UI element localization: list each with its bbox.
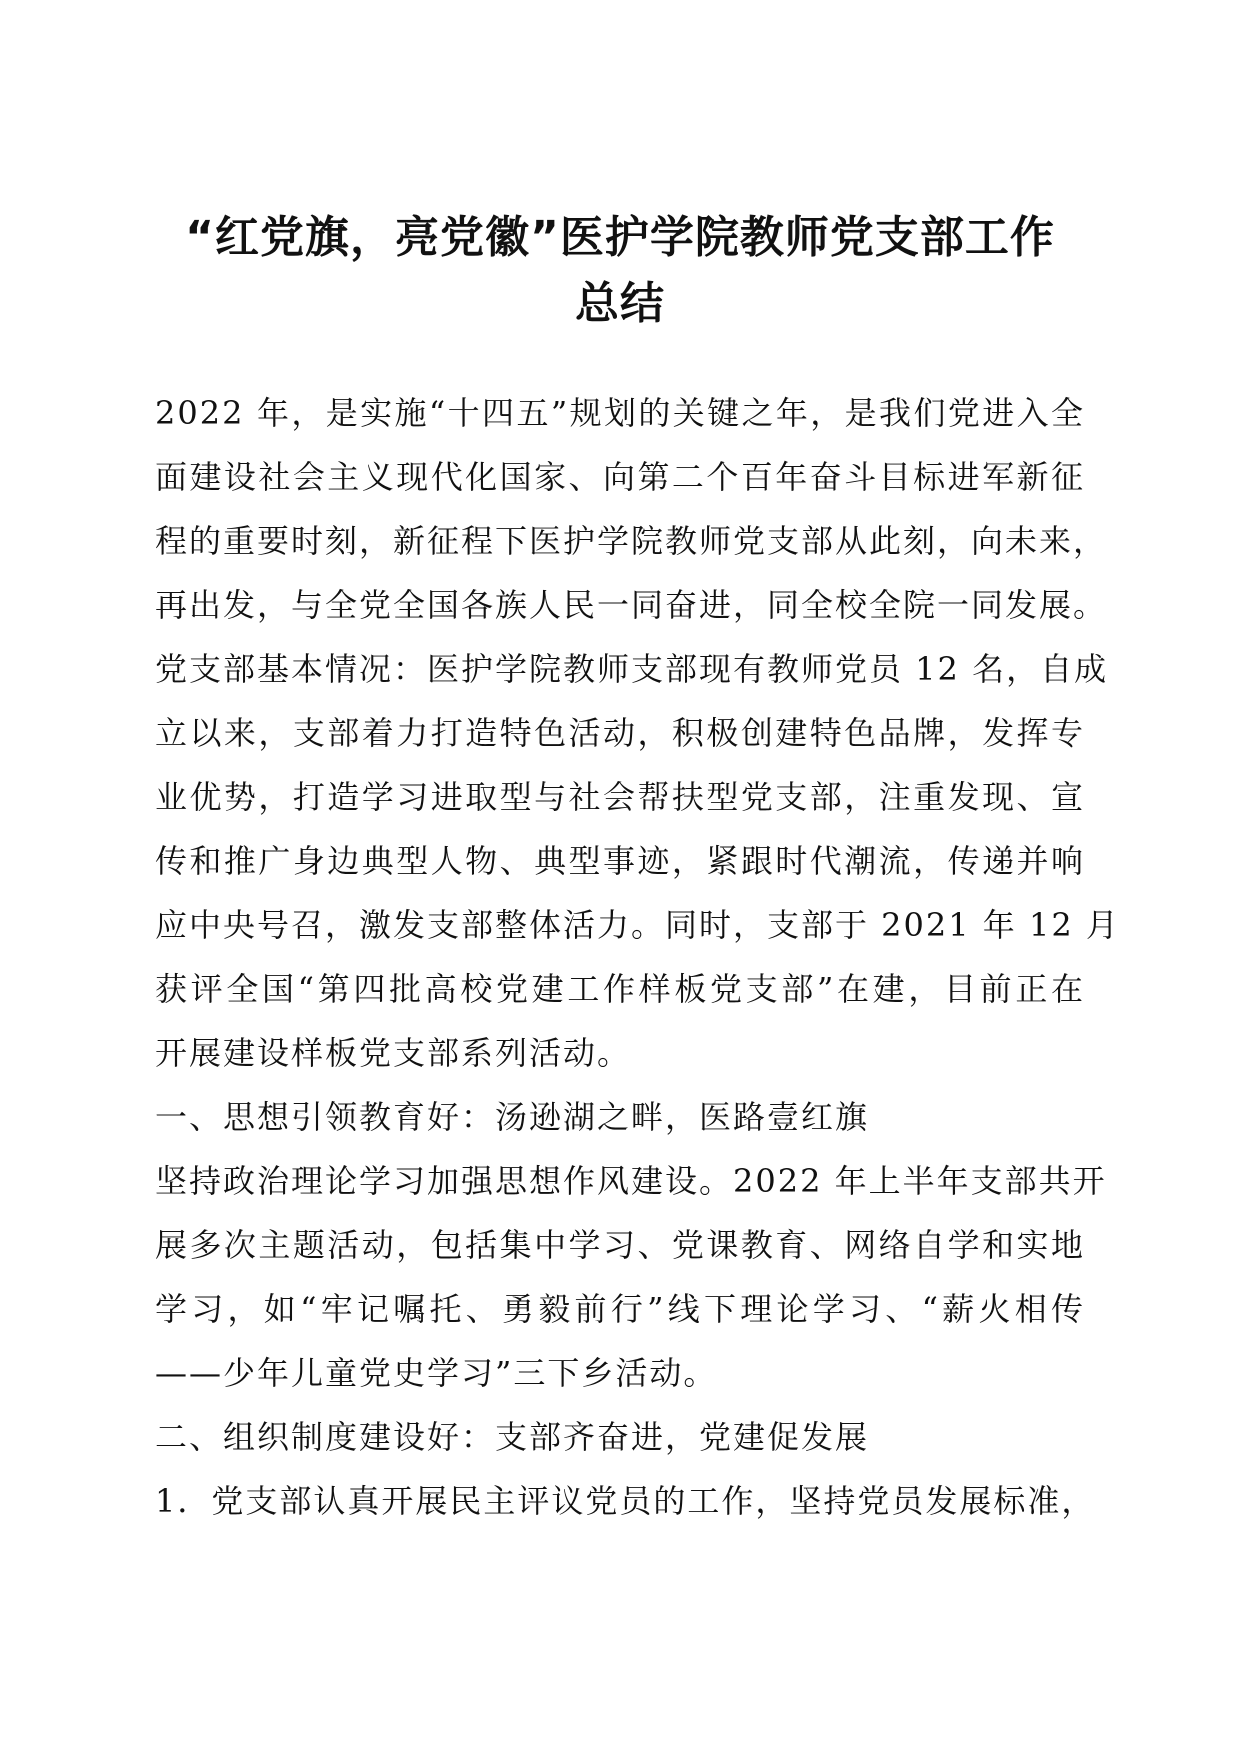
section-heading-2 (155, 1405, 1085, 1469)
heading-text: 一、思想引领教育好：汤逊湖之畔，医路壹红旗 (155, 1098, 870, 1136)
title-line-1: “红党旗，亮党徽”医护学院教师党支部工作 (185, 212, 1055, 263)
text-line: 展多次主题活动，包括集中学习、党课教育、网络自学和实地 (155, 1226, 1085, 1264)
text-line: 程的重要时刻，新征程下医护学院教师党支部从此刻，向未来， (155, 522, 1108, 560)
paragraph-item-1 (155, 1469, 1096, 1533)
title-line-2: 总结 (575, 278, 665, 329)
text-line: 传和推广身边典型人物、典型事迹，紧跟时代潮流，传递并响 (155, 842, 1085, 880)
paragraph-intro (155, 381, 1108, 637)
text-line: 再出发，与全党全国各族人民一同奋进，同全校全院一同发展。 (155, 586, 1108, 624)
document-body (155, 381, 1120, 1533)
text-line: 应中央号召，激发支部整体活力。同时，支部于 2021 年 12 月 (155, 906, 1120, 944)
text-line: 党支部基本情况：医护学院教师支部现有教师党员 12 名，自成 (155, 650, 1109, 688)
text-line: 学习，如“牢记嘱托、勇毅前行”线下理论学习、“薪火相传 (155, 1290, 1085, 1328)
text-line: 开展建设样板党支部系列活动。 (155, 1034, 632, 1072)
text-line: 业优势，打造学习进取型与社会帮扶型党支部，注重发现、宣 (155, 778, 1085, 816)
text-line: 坚持政治理论学习加强思想作风建设。2022 年上半年支部共开 (155, 1162, 1107, 1200)
document-title (120, 205, 1120, 337)
section-heading-1 (155, 1085, 1085, 1149)
paragraph-theory-study (155, 1149, 1107, 1405)
heading-text: 二、组织制度建设好：支部齐奋进，党建促发展 (155, 1418, 870, 1456)
text-line: 面建设社会主义现代化国家、向第二个百年奋斗目标进军新征 (155, 458, 1085, 496)
text-line: 立以来，支部着力打造特色活动，积极创建特色品牌，发挥专 (155, 714, 1085, 752)
text-line: 1．党支部认真开展民主评议党员的工作，坚持党员发展标准， (155, 1482, 1096, 1520)
text-line: ——少年儿童党史学习”三下乡活动。 (155, 1354, 718, 1392)
text-line: 获评全国“第四批高校党建工作样板党支部”在建，目前正在 (155, 970, 1085, 1008)
paragraph-basic-info (155, 637, 1120, 1085)
text-line: 2022 年，是实施“十四五”规划的关键之年，是我们党进入全 (155, 394, 1085, 432)
